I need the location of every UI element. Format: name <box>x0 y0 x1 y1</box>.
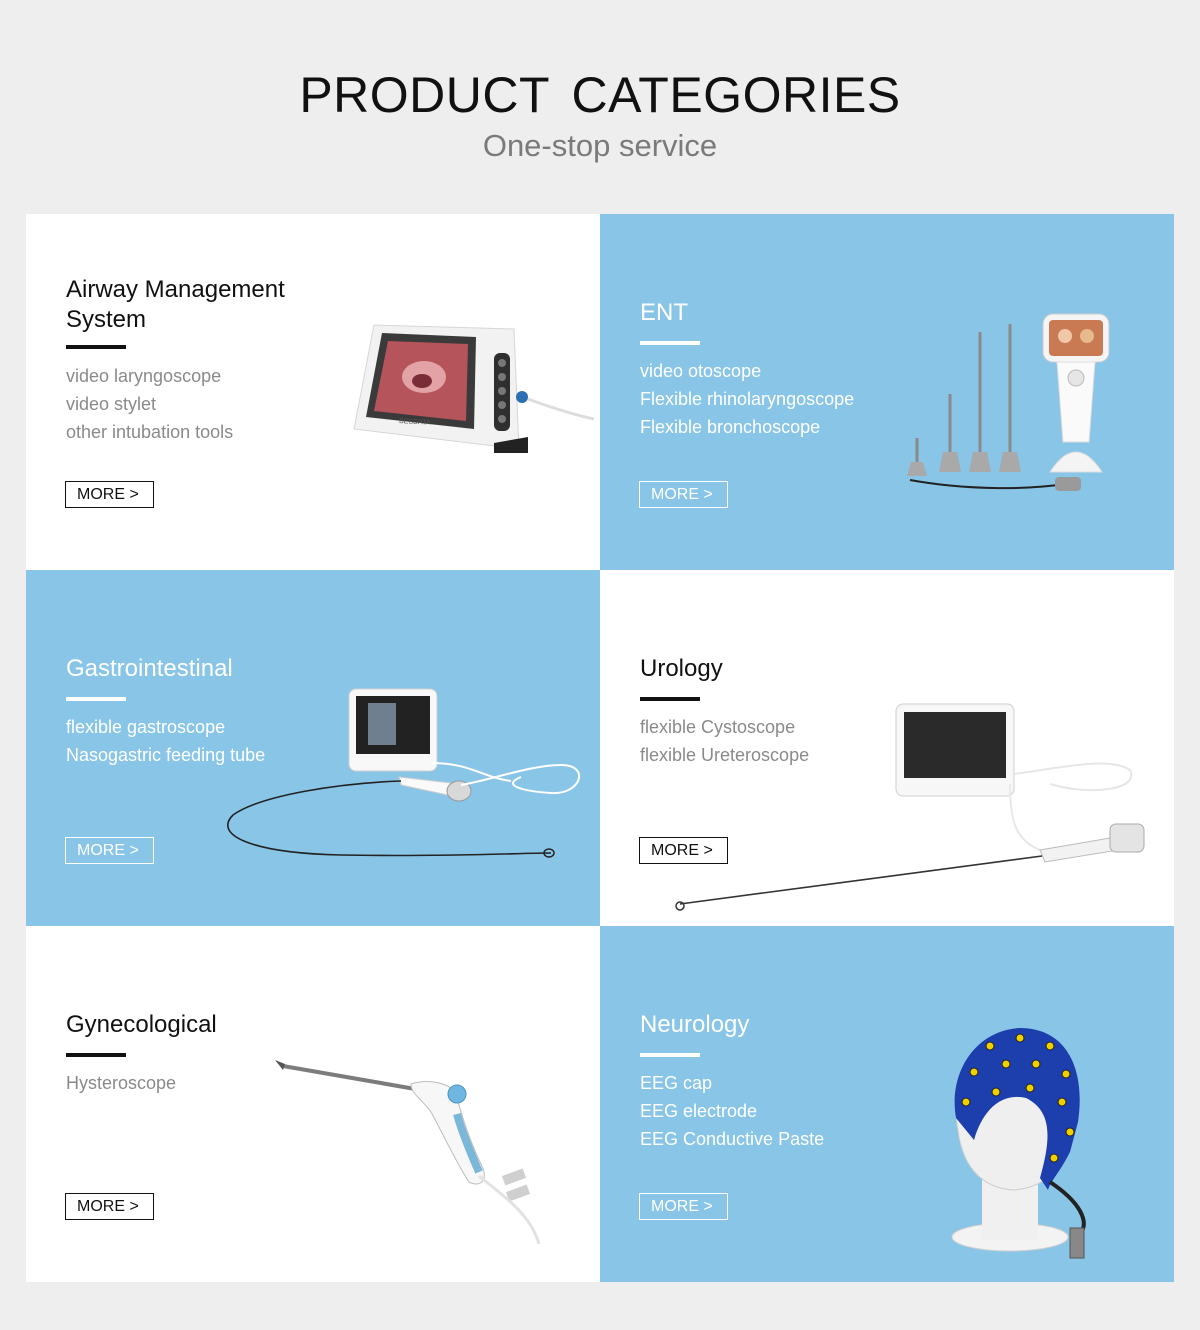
flexible-cystoscope-image <box>670 700 1160 915</box>
category-card-gastrointestinal <box>26 570 600 926</box>
category-title: Gynecological <box>66 1011 217 1038</box>
category-item-list <box>640 357 854 441</box>
category-item[interactable]: Hysteroscope <box>66 1073 177 1093</box>
category-item[interactable]: Nasogastric feeding tube <box>66 745 266 765</box>
title-underline <box>66 1053 126 1057</box>
flexible-gastroscope-image <box>221 685 586 870</box>
category-item[interactable]: Flexible bronchoscope <box>640 417 821 437</box>
more-button[interactable]: MORE > <box>639 1193 728 1220</box>
category-title: Urology <box>640 655 723 682</box>
category-item[interactable]: flexible Cystoscope <box>640 717 796 737</box>
category-item[interactable]: video stylet <box>66 394 157 414</box>
category-item[interactable]: flexible Ureteroscope <box>640 745 810 765</box>
category-title-line: System <box>66 306 147 333</box>
category-card-neurology <box>600 926 1174 1282</box>
more-button[interactable]: MORE > <box>639 837 728 864</box>
category-item[interactable]: Flexible rhinolaryngoscope <box>640 389 855 409</box>
more-button[interactable]: MORE > <box>65 837 154 864</box>
more-button[interactable]: MORE > <box>65 481 154 508</box>
category-item[interactable]: EEG Conductive Paste <box>640 1129 825 1149</box>
category-title: ENT <box>640 299 688 326</box>
title-underline <box>640 1053 700 1057</box>
category-item[interactable]: other intubation tools <box>66 422 234 442</box>
eeg-cap-image <box>930 1022 1100 1262</box>
hysteroscope-image <box>271 1054 571 1244</box>
category-item[interactable]: video otoscope <box>640 361 762 381</box>
video-laryngoscope-monitor-image <box>344 319 594 459</box>
category-item-list <box>66 1069 176 1097</box>
category-item-list <box>66 362 233 446</box>
page-subtitle: One-stop service <box>482 128 718 163</box>
category-item[interactable]: EEG electrode <box>640 1101 758 1121</box>
category-card-ent <box>600 214 1174 570</box>
category-item[interactable]: video laryngoscope <box>66 366 222 386</box>
title-underline <box>640 341 700 345</box>
more-button[interactable]: MORE > <box>65 1193 154 1220</box>
more-button[interactable]: MORE > <box>639 481 728 508</box>
category-item[interactable]: flexible gastroscope <box>66 717 226 737</box>
category-card-airway <box>26 214 600 570</box>
category-title: Gastrointestinal <box>66 655 233 682</box>
category-grid <box>26 214 1174 1282</box>
category-title <box>66 275 285 335</box>
brand-label: BESDATA <box>398 418 431 427</box>
video-otoscope-image <box>905 312 1135 497</box>
page-title: PRODUCT CATEGORIES <box>299 67 901 123</box>
category-card-urology <box>600 570 1174 926</box>
category-title-line: Airway Management <box>66 276 285 303</box>
category-title: Neurology <box>640 1011 750 1038</box>
category-item[interactable]: EEG cap <box>640 1073 713 1093</box>
category-item-list <box>640 1069 824 1153</box>
title-underline <box>66 345 126 349</box>
title-underline <box>66 697 126 701</box>
category-card-gynecological <box>26 926 600 1282</box>
